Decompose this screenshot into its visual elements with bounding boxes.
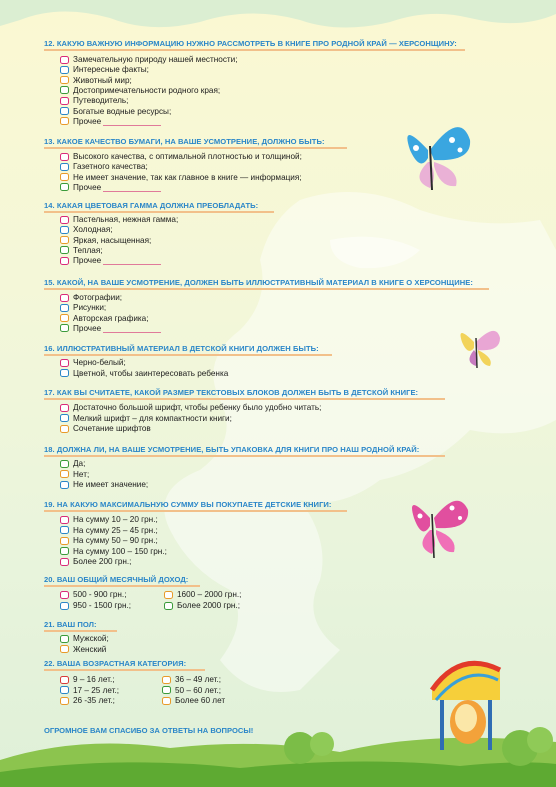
checkbox-icon[interactable] (60, 359, 69, 367)
checkbox-icon[interactable] (60, 425, 69, 433)
option-label: Теплая; (73, 245, 103, 255)
option-label: Не имеет значение, так как главное в книге — информация; (73, 172, 302, 182)
option-label: 9 – 16 лет.; (73, 675, 115, 684)
option-label: 1600 – 2000 грн.; (177, 590, 242, 599)
question-title-q18: 18. ДОЛЖНА ЛИ, НА ВАШЕ УСМОТРЕНИЕ, БЫТЬ УПАКОВКА ДЛЯ КНИГИ ПРО НАШ РОДНОЙ КРАЙ: (44, 445, 420, 454)
option-label: На сумму 10 – 20 грн.; (73, 515, 158, 524)
checkbox-icon[interactable] (60, 470, 69, 478)
question-underline (44, 288, 489, 290)
option-label: Цветной, чтобы заинтересовать ребенка (73, 368, 229, 378)
option-label: Путеводитель; (73, 96, 129, 106)
option-q19-0[interactable] (60, 514, 158, 525)
option-q19-2[interactable] (60, 535, 158, 546)
option-label: Яркая, насыщенная; (73, 235, 152, 245)
option-label: Мелкий шрифт – для компактности книги; (73, 413, 232, 423)
option-q13-3[interactable] (60, 182, 161, 193)
option-label: Прочее (73, 323, 102, 333)
checkbox-icon[interactable] (60, 591, 69, 599)
write-in-line[interactable] (103, 183, 161, 192)
question-title-q12: 12. КАКУЮ ВАЖНУЮ ИНФОРМАЦИЮ НУЖНО РАССМОТРЕТЬ В КНИГЕ ПРО РОДНОЙ КРАЙ — ХЕРСОНЩИНУ: (44, 39, 457, 48)
checkbox-icon[interactable] (60, 257, 69, 265)
question-underline (44, 630, 117, 632)
option-q16-1[interactable] (60, 368, 228, 379)
option-label: На сумму 50 – 90 грн.; (73, 536, 158, 546)
checkbox-icon[interactable] (60, 294, 69, 302)
option-label: Мужской; (73, 634, 109, 643)
option-label: Более 2000 грн.; (177, 601, 241, 610)
write-in-line[interactable] (103, 117, 161, 126)
question-title-q15: 15. КАКОЙ, НА ВАШЕ УСМОТРЕНИЕ, ДОЛЖЕН БЫТЬ ИЛЛЮСТРАТИВНЫЙ МАТЕРИАЛ В КНИГЕ О ХЕРСОНЩИНЕ: (44, 278, 473, 287)
option-label: Рисунки; (73, 303, 107, 313)
option-label: Да; (73, 459, 86, 468)
option-q22-0[interactable] (60, 674, 115, 685)
checkbox-icon[interactable] (60, 66, 69, 74)
checkbox-icon[interactable] (162, 697, 171, 705)
option-label: Фотографии; (73, 293, 123, 302)
checkbox-icon[interactable] (60, 304, 69, 312)
option-q17-0[interactable] (60, 402, 321, 413)
option-label: Интересные факты; (73, 65, 149, 75)
option-label: Более 60 лет (175, 696, 226, 705)
write-in-line[interactable] (103, 256, 161, 265)
checkbox-icon[interactable] (162, 686, 171, 694)
checkbox-icon[interactable] (60, 107, 69, 115)
checkbox-icon[interactable] (164, 602, 173, 610)
option-label: 500 - 900 грн.; (73, 590, 127, 599)
checkbox-icon[interactable] (60, 414, 69, 422)
option-label: Прочее (73, 256, 102, 266)
option-q22-5[interactable] (162, 695, 225, 706)
option-q19-4[interactable] (60, 556, 131, 567)
checkbox-icon[interactable] (60, 117, 69, 125)
option-q22-2[interactable] (60, 695, 115, 706)
checkbox-icon[interactable] (60, 163, 69, 171)
option-q20-0[interactable] (60, 589, 126, 600)
option-label: Черно-белый; (73, 358, 126, 367)
checkbox-icon[interactable] (60, 645, 69, 653)
question-underline (44, 510, 347, 512)
option-label: 17 – 25 лет.; (73, 685, 120, 695)
checkbox-icon[interactable] (60, 602, 69, 610)
option-q20-2[interactable] (164, 589, 241, 600)
checkbox-icon[interactable] (60, 537, 69, 545)
checkbox-icon[interactable] (60, 56, 69, 64)
option-label: Достаточно большой шрифт, чтобы ребенку было удобно читать; (73, 403, 322, 412)
option-label: 50 – 60 лет.; (175, 685, 222, 695)
checkbox-icon[interactable] (60, 460, 69, 468)
option-label: Газетного качества; (73, 162, 148, 172)
question-title-q22: 22. ВАША ВОЗРАСТНАЯ КАТЕГОРИЯ: (44, 659, 187, 668)
question-underline (44, 455, 445, 457)
question-underline (44, 147, 347, 149)
checkbox-icon[interactable] (60, 97, 69, 105)
option-q17-1[interactable] (60, 413, 232, 424)
checkbox-icon[interactable] (164, 591, 173, 599)
option-q20-3[interactable] (164, 600, 240, 611)
checkbox-icon[interactable] (60, 183, 69, 191)
option-q18-2[interactable] (60, 479, 148, 490)
option-label: Прочее (73, 182, 102, 192)
option-q18-0[interactable] (60, 458, 85, 469)
question-underline (44, 585, 200, 587)
checkbox-icon[interactable] (60, 676, 69, 684)
question-underline (44, 211, 274, 213)
checkbox-icon[interactable] (60, 226, 69, 234)
checkbox-icon[interactable] (60, 86, 69, 94)
checkbox-icon[interactable] (60, 686, 69, 694)
checkbox-icon[interactable] (60, 324, 69, 332)
option-label: 950 - 1500 грн.; (73, 601, 132, 610)
option-label: Животный мир; (73, 75, 132, 85)
option-q21-0[interactable] (60, 633, 109, 644)
option-label: На сумму 100 – 150 грн.; (73, 546, 167, 556)
option-label: Сочетание шрифтов (73, 424, 151, 433)
checkbox-icon[interactable] (162, 676, 171, 684)
option-q16-0[interactable] (60, 357, 126, 368)
checkbox-icon[interactable] (60, 481, 69, 489)
checkbox-icon[interactable] (60, 173, 69, 181)
option-q20-1[interactable] (60, 600, 131, 611)
checkbox-icon[interactable] (60, 547, 69, 555)
checkbox-icon[interactable] (60, 635, 69, 643)
option-q17-2[interactable] (60, 423, 151, 434)
option-label: Авторская графика; (73, 313, 149, 323)
checkbox-icon[interactable] (60, 216, 69, 224)
question-underline (44, 398, 445, 400)
option-label: Замечательную природу нашей местности; (73, 55, 238, 64)
question-title-q20: 20. ВАШ ОБЩИЙ МЕСЯЧНЫЙ ДОХОД: (44, 575, 189, 584)
checkbox-icon[interactable] (60, 526, 69, 534)
question-underline (44, 354, 332, 356)
option-q22-4[interactable] (162, 685, 221, 696)
question-title-q16: 16. ИЛЛЮСТРАТИВНЫЙ МАТЕРИАЛ В ДЕТСКОЙ КНИГИ ДОЛЖЕН БЫТЬ: (44, 344, 319, 353)
option-q19-1[interactable] (60, 525, 158, 536)
option-label: Пастельная, нежная гамма; (73, 215, 179, 224)
checkbox-icon[interactable] (60, 76, 69, 84)
question-title-q14: 14. КАКАЯ ЦВЕТОВАЯ ГАММА ДОЛЖНА ПРЕОБЛАДАТЬ: (44, 201, 259, 210)
option-label: Нет; (73, 469, 90, 479)
option-q15-3[interactable] (60, 323, 161, 334)
option-q21-1[interactable] (60, 644, 106, 655)
write-in-line[interactable] (103, 324, 161, 333)
option-q12-6[interactable] (60, 116, 161, 127)
option-q19-3[interactable] (60, 546, 167, 557)
option-label: 26 -35 лет.; (73, 696, 115, 705)
option-q18-1[interactable] (60, 469, 89, 480)
checkbox-icon[interactable] (60, 153, 69, 161)
option-q22-3[interactable] (162, 674, 221, 685)
thanks-message: ОГРОМНОЕ ВАМ СПАСИБО ЗА ОТВЕТЫ НА ВОПРОСЫ! (44, 726, 254, 735)
checkbox-icon[interactable] (60, 516, 69, 524)
checkbox-icon[interactable] (60, 236, 69, 244)
option-label: Более 200 грн.; (73, 557, 132, 567)
question-underline (44, 669, 205, 671)
option-label: 36 – 49 лет.; (175, 675, 222, 684)
checkbox-icon[interactable] (60, 369, 69, 377)
question-title-q13: 13. КАКОЕ КАЧЕСТВО БУМАГИ, НА ВАШЕ УСМОТРЕНИЕ, ДОЛЖНО БЫТЬ: (44, 137, 325, 146)
option-label: Холодная; (73, 225, 113, 235)
option-label: Богатые водные ресурсы; (73, 106, 172, 116)
option-label: Прочее (73, 116, 102, 126)
option-label: Достопримечательности родного края; (73, 85, 221, 95)
question-title-q21: 21. ВАШ ПОЛ: (44, 620, 97, 629)
question-underline (44, 49, 465, 51)
option-label: Женский (73, 644, 107, 654)
option-q14-4[interactable] (60, 255, 161, 266)
question-title-q17: 17. КАК ВЫ СЧИТАЕТЕ, КАКОЙ РАЗМЕР ТЕКСТОВЫХ БЛОКОВ ДОЛЖЕН БЫТЬ В ДЕТСКОЙ КНИГЕ: (44, 388, 419, 397)
checkbox-icon[interactable] (60, 246, 69, 254)
checkbox-icon[interactable] (60, 404, 69, 412)
question-title-q19: 19. НА КАКУЮ МАКСИМАЛЬНУЮ СУММУ ВЫ ПОКУПАЕТЕ ДЕТСКИЕ КНИГИ: (44, 500, 332, 509)
option-label: На сумму 25 – 45 грн.; (73, 525, 158, 535)
option-q22-1[interactable] (60, 685, 119, 696)
checkbox-icon[interactable] (60, 697, 69, 705)
option-label: Высокого качества, с оптимальной плотностью и толщиной; (73, 152, 302, 161)
checkbox-icon[interactable] (60, 314, 69, 322)
option-label: Не имеет значение; (73, 480, 149, 489)
checkbox-icon[interactable] (60, 558, 69, 566)
